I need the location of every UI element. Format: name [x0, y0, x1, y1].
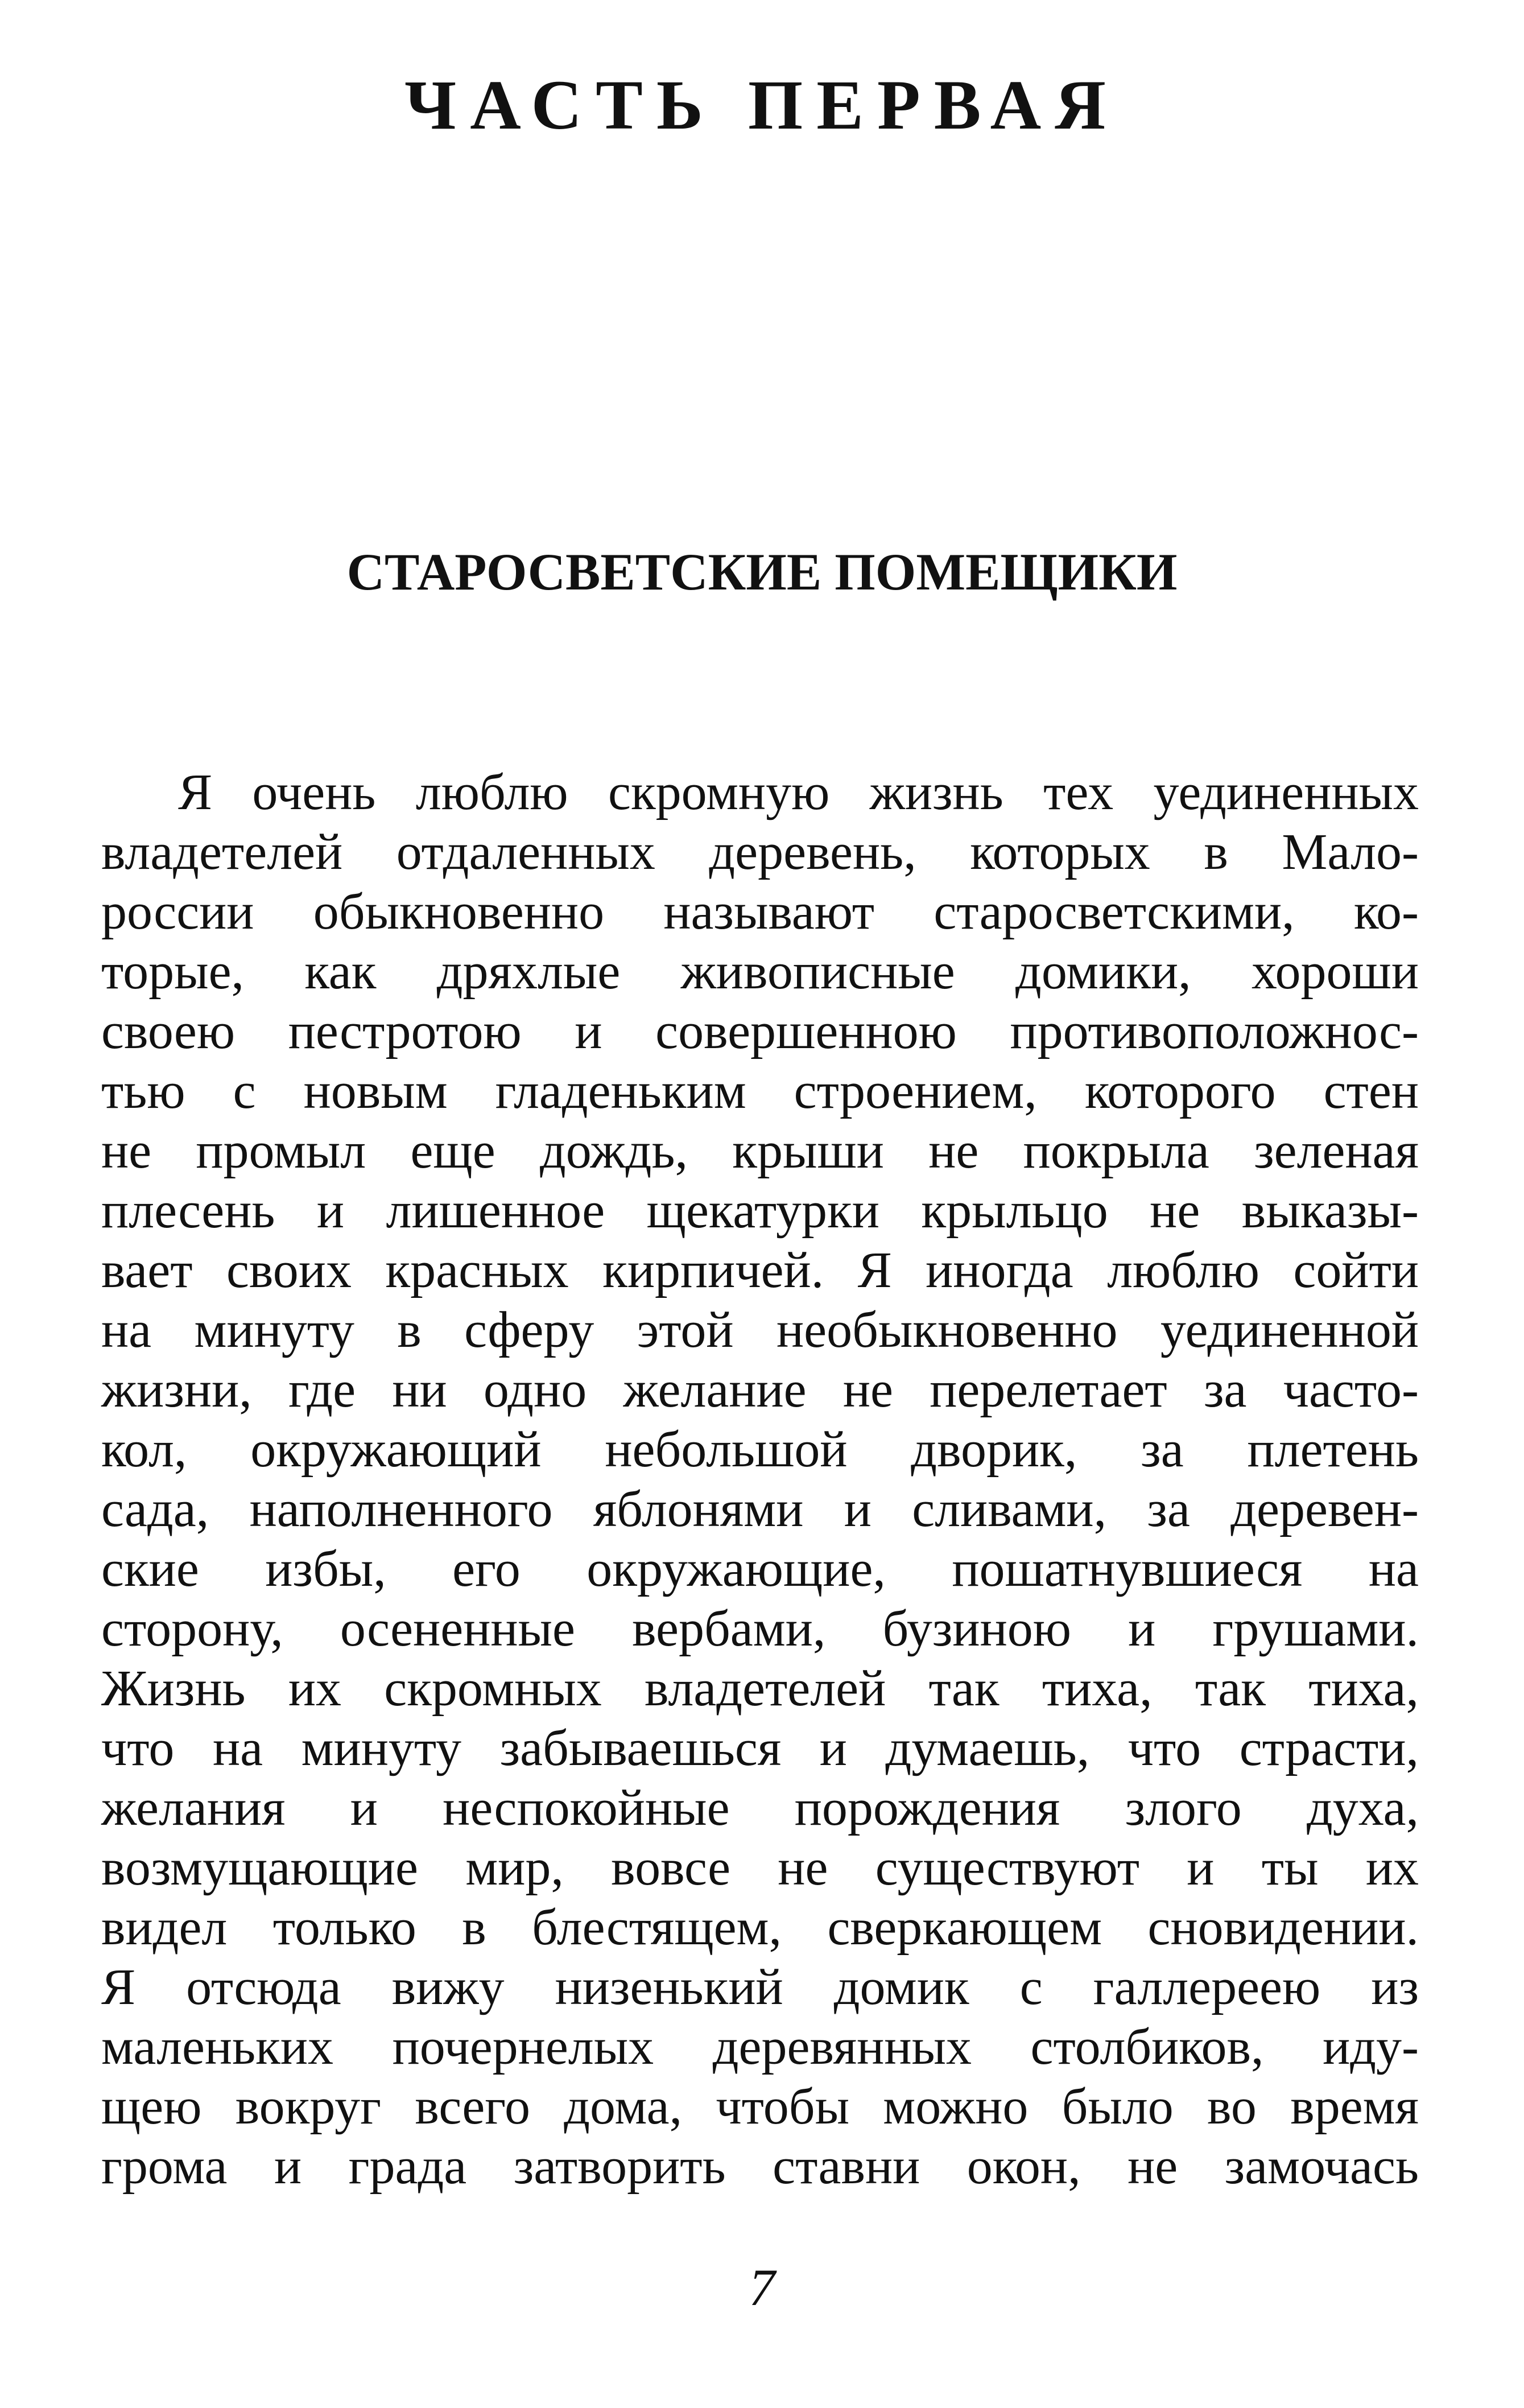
- story-title: СТАРОСВЕТСКИЕ ПОМЕЩИКИ: [346, 543, 1178, 601]
- text-line: владетелей отдаленных деревень, которых в Мало-: [101, 824, 1419, 880]
- text-line: Я отсюда вижу низенький домик с галлереею из: [101, 1959, 1419, 2015]
- text-line: вает своих красных кирпичей. Я иногда люблю сойти: [101, 1242, 1419, 1298]
- text-line: что на минуту забываешься и думаешь, что страсти,: [101, 1720, 1419, 1776]
- text-line: щею вокруг всего дома, чтобы можно было во время: [101, 2079, 1419, 2135]
- text-line: сторону, осененные вербами, бузиною и грушами.: [101, 1601, 1419, 1657]
- text-line: возмущающие мир, вовсе не существуют и ты их: [101, 1840, 1419, 1896]
- part-title: ЧАСТЬ ПЕРВАЯ: [404, 66, 1120, 144]
- text-line: торые, как дряхлые живописные домики, хороши: [101, 943, 1419, 1000]
- text-line: видел только в блестящем, сверкающем сновидении.: [101, 1899, 1419, 1956]
- body-text: [101, 762, 1419, 2196]
- text-line: желания и неспокойные порождения злого духа,: [101, 1780, 1419, 1836]
- text-line: не промыл еще дождь, крыши не покрыла зеленая: [101, 1123, 1419, 1179]
- text-line: жизни, где ни одно желание не перелетает за часто-: [101, 1362, 1419, 1418]
- text-line: россии обыкновенно называют старосветскими, ко-: [101, 884, 1419, 940]
- page-number: 7: [749, 2258, 775, 2316]
- text-line: на минуту в сферу этой необыкновенно уединенной: [101, 1302, 1419, 1358]
- text-line: своею пестротою и совершенною противоположнос-: [101, 1003, 1419, 1059]
- text-line: грома и града затворить ставни окон, не замочась: [101, 2138, 1419, 2195]
- text-line: ские избы, его окружающие, пошатнувшиеся на: [101, 1541, 1419, 1597]
- text-line: сада, наполненного яблонями и сливами, за деревен-: [101, 1481, 1419, 1537]
- text-line: Жизнь их скромных владетелей так тиха, так тиха,: [101, 1660, 1419, 1717]
- text-line: кол, окружающий небольшой дворик, за плетень: [101, 1421, 1419, 1478]
- text-line: маленьких почернелых деревянных столбиков, иду-: [101, 2019, 1419, 2075]
- text-line: плесень и лишенное щекатурки крыльцо не выказы-: [101, 1182, 1419, 1239]
- text-line: Я очень люблю скромную жизнь тех уединенных: [178, 764, 1419, 820]
- text-line: тью с новым гладеньким строением, которого стен: [101, 1063, 1419, 1119]
